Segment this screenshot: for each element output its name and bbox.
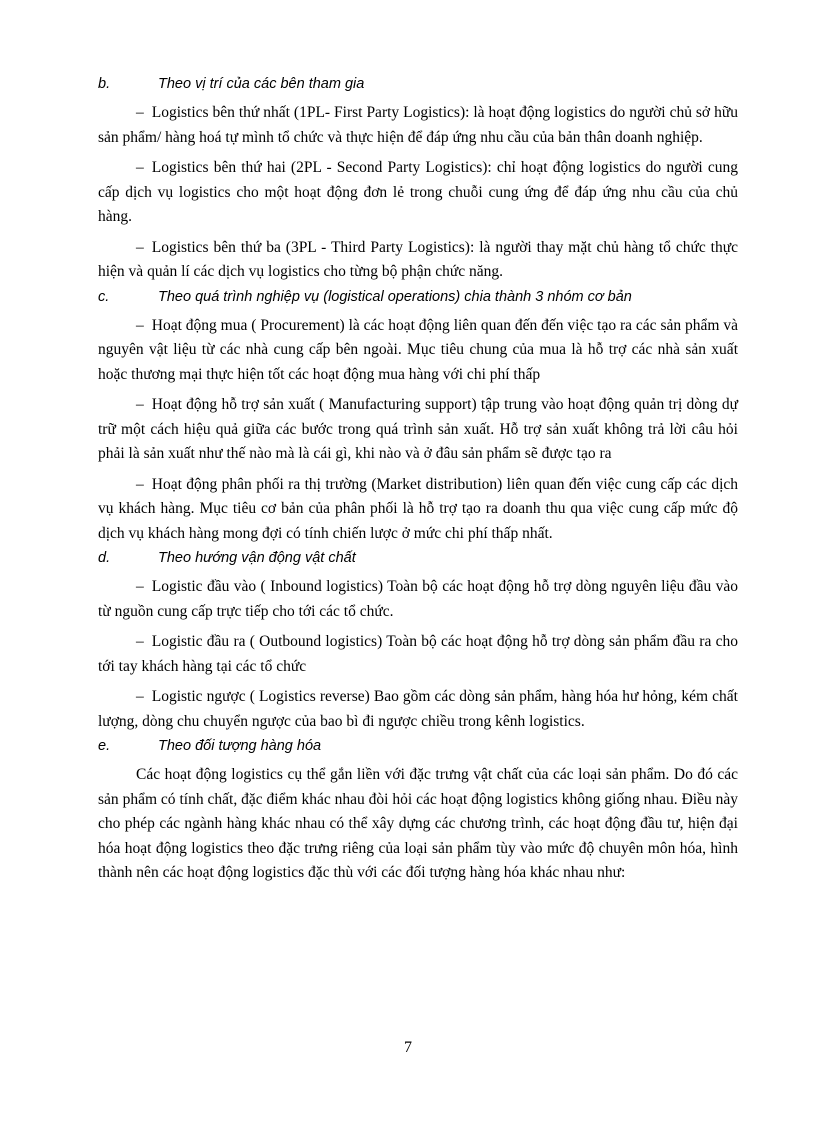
bullet-dash: –	[136, 578, 144, 595]
bullet-dash: –	[136, 159, 144, 176]
list-item-text: Logistic ngược ( Logistics reverse) Bao gồm các dòng sản phẩm, hàng hóa hư hỏng, kém chất lượng, dòng chu chuyển ngược của bao bì đi ngược chiều trong kênh logistics.	[98, 688, 738, 730]
list-item-text: Hoạt động phân phối ra thị trường (Market distribution) liên quan đến việc cung cấp các dịch vụ khách hàng. Mục tiêu cơ bản của phân phối là hỗ trợ tạo ra doanh thu qua việc cung cấp mức độ dịch vụ khách hàng mong đợi có tính chiến lược ở mức chi phí thấp nhất.	[98, 475, 738, 542]
list-item	[98, 393, 738, 467]
list-item	[98, 575, 738, 624]
list-item-text: Logistic đầu ra ( Outbound logistics) Toàn bộ các hoạt động hỗ trợ dòng sản phẩm đầu ra cho tới tay khách hàng tại các tổ chức	[98, 633, 738, 675]
list-item	[98, 236, 738, 285]
list-item-text: Logistics bên thứ hai (2PL - Second Party Logistics): chỉ hoạt động logistics do người cung cấp dịch vụ logistics cho một hoạt động đơn lẻ trong chuỗi cung ứng để đáp ứng nhu cầu của chủ hàng.	[98, 159, 738, 225]
section-title: Theo quá trình nghiệp vụ (logistical operations) chia thành 3 nhóm cơ bản	[158, 288, 632, 305]
list-item-text: Logistics bên thứ nhất (1PL- First Party Logistics): là hoạt động logistics do người chủ sở hữu sản phẩm/ hàng hoá tự mình tổ chức và thực hiện để đáp ứng nhu cầu của bản thân doanh nghiệp.	[98, 104, 738, 146]
section-heading-d	[98, 548, 738, 569]
bullet-dash: –	[136, 396, 144, 413]
body-paragraph: Các hoạt động logistics cụ thể gắn liền với đặc trưng vật chất của các loại sản phẩm. Do đó các sản phẩm có tính chất, đặc điểm khác nhau đòi hỏi các hoạt động logistics không giống nhau. Điều này cho phép các ngành hàng khác nhau có thể xây dựng các chương trình, các hoạt động đầu tư, hiện đại hóa hoạt động logistics theo đặc trưng riêng của loại sản phẩm tùy vào mức độ chuyên môn hóa, hình thành nên các hoạt động logistics đặc thù với các đối tượng hàng hóa khác nhau như:	[98, 766, 738, 881]
section-heading-c	[98, 287, 738, 308]
list-item-text: Hoạt động mua ( Procurement) là các hoạt động liên quan đến đến việc tạo ra các sản phẩm và nguyên vật liệu từ các nhà cung cấp bên ngoài. Mục tiêu chung của mua là hỗ trợ các nhà sản xuất hoặc thương mại thực hiện tốt các hoạt động mua hàng với chi phí thấp	[98, 316, 738, 383]
page-number: 7	[404, 1039, 412, 1056]
bullet-dash: –	[136, 104, 144, 121]
list-item	[98, 685, 738, 734]
list-item-text: Hoạt động hỗ trợ sản xuất ( Manufacturing support) tập trung vào hoạt động quản trị dòng dự trữ một cách hiệu quả giữa các bước trong quá trình sản xuất. Hỗ trợ sản xuất không trả lời câu hỏi phải là sản xuất như thế nào mà là cái gì, khi nào và ở đâu sản phẩm sẽ được tạo ra	[98, 396, 738, 462]
section-letter: b.	[98, 76, 111, 92]
bullet-dash: –	[136, 316, 144, 334]
list-item-text: Logistic đầu vào ( Inbound logistics) Toàn bộ các hoạt động hỗ trợ dòng nguyên liệu đầu vào từ nguồn cung cấp trực tiếp cho tới các tổ chức.	[98, 578, 738, 620]
list-item	[98, 473, 738, 547]
section-heading-b	[98, 74, 738, 95]
section-title: Theo vị trí của các bên tham gia	[158, 76, 365, 92]
list-item	[98, 314, 738, 388]
list-item	[98, 630, 738, 679]
bullet-dash: –	[136, 688, 144, 705]
section-title: Theo đối tượng hàng hóa	[158, 738, 322, 754]
bullet-dash: –	[136, 633, 144, 650]
section-letter: d.	[98, 550, 111, 566]
section-letter: c.	[98, 288, 110, 305]
section-title: Theo hướng vận động vật chất	[158, 550, 356, 566]
section-letter: e.	[98, 738, 111, 754]
list-item	[98, 156, 738, 230]
bullet-dash: –	[136, 475, 144, 493]
list-item-text: Logistics bên thứ ba (3PL - Third Party Logistics): là người thay mặt chủ hàng tổ chức thực hiện và quản lí các dịch vụ logistics cho từng bộ phận chức năng.	[98, 238, 738, 280]
list-item	[98, 101, 738, 150]
page-content	[98, 74, 738, 886]
section-heading-e	[98, 736, 738, 757]
bullet-dash: –	[136, 238, 144, 256]
